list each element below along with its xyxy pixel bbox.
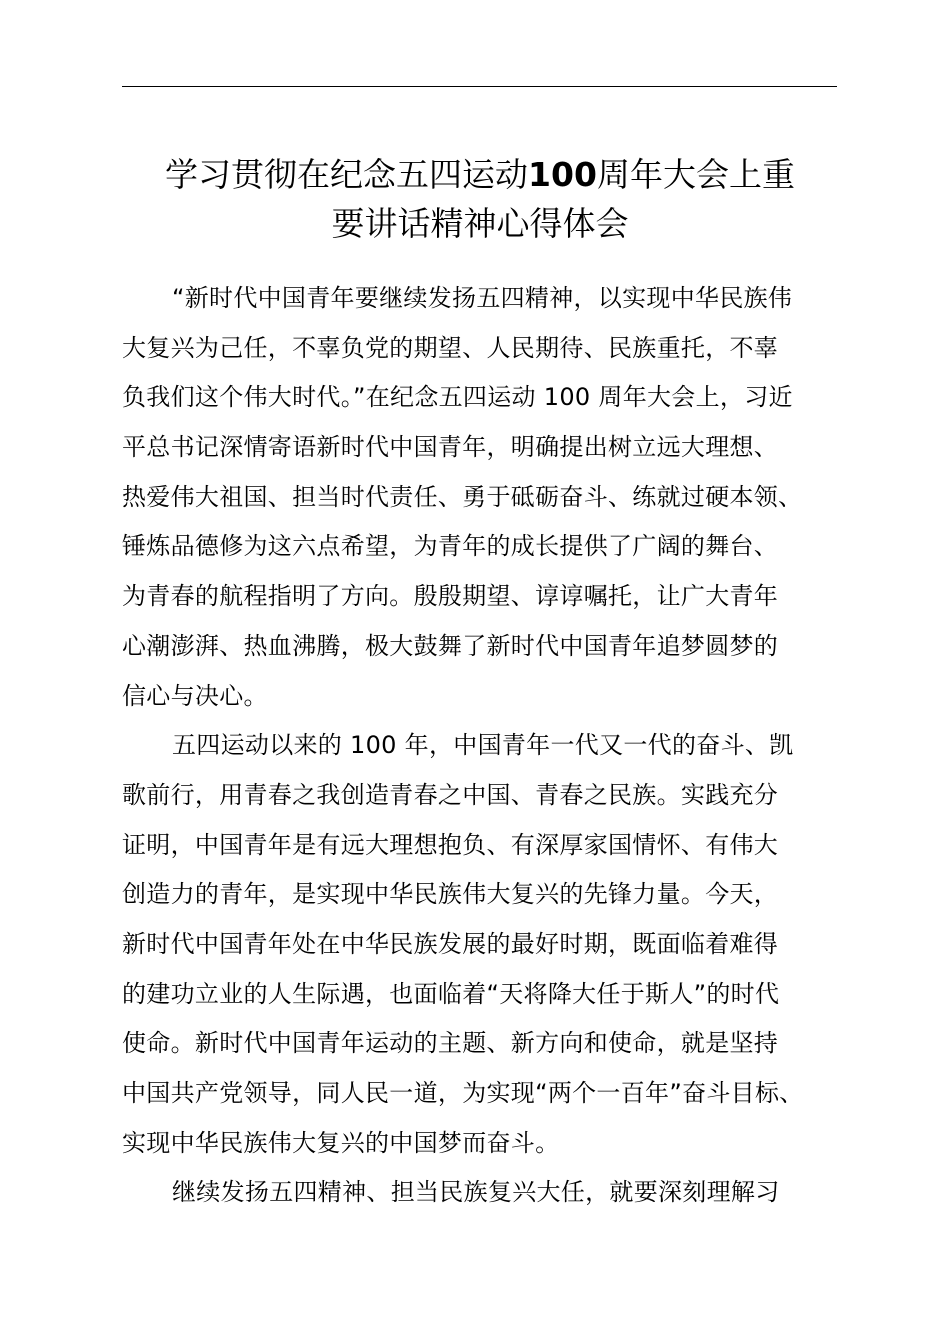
paragraph-1 [122, 274, 838, 721]
title-number: 100 [528, 155, 597, 194]
text-line: 锤炼品德修为这六点希望，为青年的成长提供了广阔的舞台、 [122, 532, 779, 561]
title-line-2: 要讲话精神心得体会 [331, 204, 629, 243]
title-line-1-part-2: 周年大会上重 [596, 155, 795, 194]
text-line: 大复兴为己任，不辜负党的期望、人民期待、民族重托，不辜 [122, 333, 779, 362]
text-line: 五四运动以来的 100 年，中国青年一代又一代的奋斗、凯 [172, 731, 794, 760]
title-line-1 [100, 150, 860, 199]
text-line: 证明，中国青年是有远大理想抱负、有深厚家国情怀、有伟大 [122, 830, 779, 859]
text-line: 信心与决心。 [122, 681, 268, 710]
document-body [122, 274, 838, 1218]
text-line: 中国共产党领导，同人民一道，为实现“两个一百年”奋斗目标、 [122, 1079, 804, 1107]
paragraph-3 [122, 1168, 838, 1218]
text-line: 热爱伟大祖国、担当时代责任、勇于砥砺奋斗、练就过硬本领、 [122, 482, 803, 511]
text-line: 负我们这个伟大时代。”在纪念五四运动 100 周年大会上，习近 [122, 383, 793, 412]
text-line: 歌前行，用青春之我创造青春之中国、青春之民族。实践充分 [122, 780, 779, 809]
header-rule [122, 86, 837, 87]
document-title [100, 150, 860, 248]
title-line-1-part-1: 学习贯彻在纪念五四运动 [165, 155, 529, 194]
text-line: 新时代中国青年处在中华民族发展的最好时期，既面临着难得 [122, 929, 779, 958]
text-line: “新时代中国青年要继续发扬五四精神，以实现中华民族伟 [172, 284, 793, 312]
text-line: 为青春的航程指明了方向。殷殷期望、谆谆嘱托，让广大青年 [122, 582, 779, 611]
text-line: 平总书记深情寄语新时代中国青年，明确提出树立远大理想、 [122, 433, 779, 462]
text-line: 使命。新时代中国青年运动的主题、新方向和使命，就是坚持 [122, 1029, 779, 1058]
paragraph-2 [122, 721, 838, 1168]
text-line: 的建功立业的人生际遇，也面临着“天将降大任于斯人”的时代 [122, 979, 780, 1008]
text-line: 继续发扬五四精神、担当民族复兴大任，就要深刻理解习 [172, 1178, 780, 1207]
text-line: 创造力的青年，是实现中华民族伟大复兴的先锋力量。今天， [122, 880, 779, 909]
text-line: 心潮澎湃、热血沸腾，极大鼓舞了新时代中国青年追梦圆梦的 [122, 631, 779, 660]
text-line: 实现中华民族伟大复兴的中国梦而奋斗。 [122, 1128, 560, 1157]
